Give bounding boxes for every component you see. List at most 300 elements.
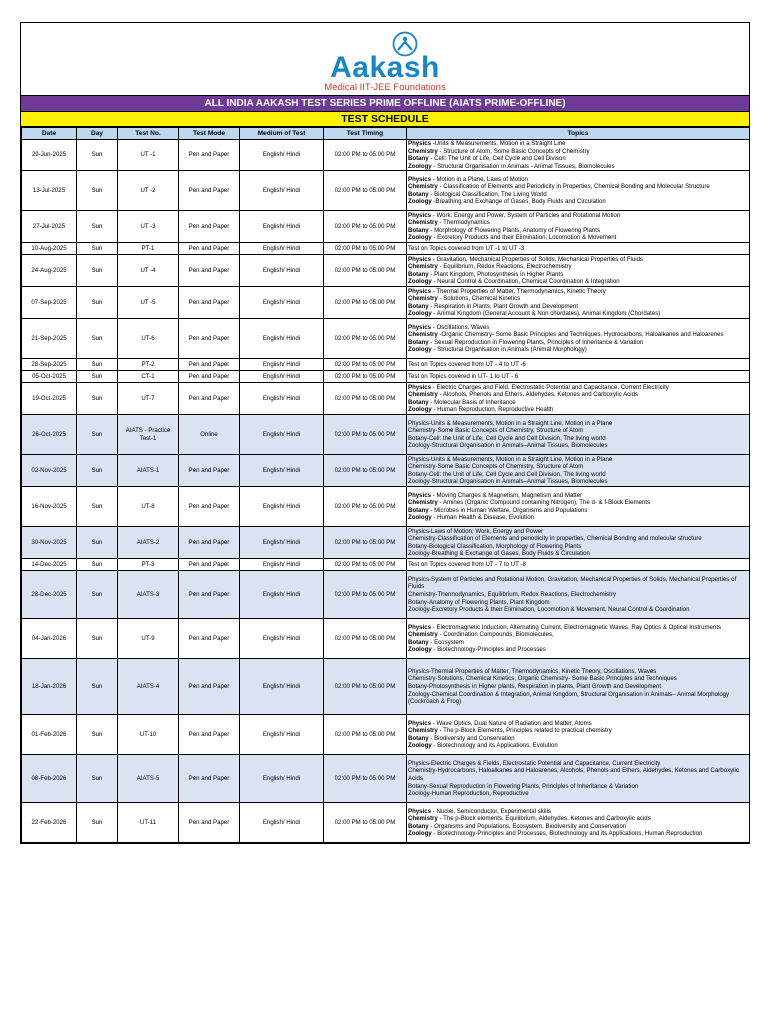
topic-line [408, 148, 748, 156]
topic-line [408, 790, 748, 798]
cell-medium: English/ Hindi [240, 415, 324, 455]
topic-subject: Zoology [408, 278, 432, 286]
topic-text: Botany-Anatomy of Flowering Plants, Plant Kingdom [408, 598, 550, 606]
cell-test-no: PT-3 [118, 559, 179, 571]
cell-timing: 02:00 PM to 05:00 PM [324, 619, 407, 659]
topic-subject: Zoology [408, 198, 432, 206]
cell-date: 16-Nov-2025 [22, 487, 77, 527]
topic-subject: Chemistry [408, 391, 438, 399]
topic-text: Botany-Photosynthesis in Higher plants, Respiration in plants, Plant Growth and Development [408, 683, 662, 691]
topic-text: - Biotechnology-Principles and Processes, Biotechnology and its Applications, Human Reproduction [431, 830, 703, 838]
topic-text: - Biotechnology-Principles and Processes [431, 646, 546, 654]
cell-test-mode: Pen and Paper [179, 211, 240, 243]
topic-text: Zoology-Structural Organisation in Animals–Animal Tissues, Biomolecules [408, 478, 608, 486]
cell-day: Sun [77, 455, 118, 487]
topic-text: Chemistry-Classification of Elements and periodicity in properties, Chemical Bonding and molecular structure [408, 535, 702, 543]
topic-line [408, 808, 748, 816]
cell-test-mode: Pen and Paper [179, 287, 240, 319]
cell-timing: 02:00 PM to 05:00 PM [324, 559, 407, 571]
topic-line [408, 391, 748, 399]
topic-line [408, 528, 748, 536]
cell-date: 13-Jul-2025 [22, 171, 77, 211]
cell-test-no: UT-8 [118, 487, 179, 527]
cell-test-no: PT-1 [118, 243, 179, 255]
cell-topics [407, 715, 750, 755]
topic-subject: Chemistry [408, 219, 438, 227]
topic-line [408, 631, 748, 639]
cell-day: Sun [77, 171, 118, 211]
cell-date: 28-Sep-2025 [22, 359, 77, 371]
series-banner: ALL INDIA AAKASH TEST SERIES PRIME OFFLINE (AIATS PRIME-OFFLINE) [21, 96, 749, 112]
topic-line [408, 591, 748, 599]
cell-day: Sun [77, 243, 118, 255]
cell-medium: English/ Hindi [240, 571, 324, 619]
topic-line [408, 256, 748, 264]
topic-text: - Cell: The Unit of Life, Cell Cycle and Cell Divison [428, 155, 566, 163]
topic-text: Physics-System of Particles and Rotational Motion, Gravitation, Mechanical Properties of Solids, Mechanical Properties of Fluids [408, 575, 737, 591]
cell-test-no: UT-11 [118, 803, 179, 843]
topic-text: - Electric Charges and Field, Electrostatic Potential and Capacitance, Current Electricity [431, 383, 669, 391]
cell-medium: English/ Hindi [240, 211, 324, 243]
cell-topics [407, 140, 750, 171]
topic-line [408, 561, 748, 569]
topic-line [408, 346, 748, 354]
topic-line [408, 507, 748, 515]
topic-subject: Botany [408, 506, 429, 514]
topic-subject: Physics [408, 140, 432, 147]
topic-line [408, 478, 748, 486]
cell-test-mode: Pen and Paper [179, 140, 240, 171]
cell-topics [407, 559, 750, 571]
cell-date: 21-Sep-2025 [22, 319, 77, 359]
cell-test-no: UT-9 [118, 619, 179, 659]
cell-topics [407, 319, 750, 359]
cell-topics [407, 487, 750, 527]
topic-line [408, 140, 748, 148]
topic-text: Chemistry-Hydrocarbons, Haloalkanes and Haloarenes, Alcohols, Phenols and Ethers, Aldehydes, Ketones and Carboxylic Acids [408, 767, 739, 783]
cell-test-mode: Pen and Paper [179, 371, 240, 383]
cell-test-no: AIATS-3 [118, 571, 179, 619]
table-row [22, 571, 750, 619]
table-row [22, 140, 750, 171]
topic-line [408, 263, 748, 271]
cell-test-no: AIATS-2 [118, 527, 179, 559]
topic-subject: Chemistry [408, 263, 438, 271]
cell-date: 05-Oct-2025 [22, 371, 77, 383]
topic-text: - Human Health & Disease, Evolution [431, 514, 534, 522]
topic-subject: Botany [408, 270, 429, 278]
table-row [22, 171, 750, 211]
cell-day: Sun [77, 371, 118, 383]
cell-medium: English/ Hindi [240, 383, 324, 415]
cell-timing: 02:00 PM to 05:00 PM [324, 571, 407, 619]
cell-test-mode: Pen and Paper [179, 487, 240, 527]
topic-text: Physics-Units & Measurements, Motion in a Straight Line, Motion in a Plane [408, 455, 613, 463]
topic-text: - Motion in a Plane, Laws of Motion [431, 175, 528, 183]
cell-topics [407, 383, 750, 415]
cell-day: Sun [77, 211, 118, 243]
topic-text: - Biotechnology and its Applications, Evolution [431, 742, 558, 750]
cell-day: Sun [77, 755, 118, 803]
topic-subject: Chemistry [408, 631, 438, 639]
topic-text: -Organic Chemistry- Some Basic Principles and Techniques, Hydrocarbons, Haloalkanes and Haloarenes [437, 331, 724, 339]
schedule-sheet [20, 22, 750, 844]
topic-line [408, 735, 748, 743]
topic-text: Chemistry-Solutions, Chemical Kinetics, Organic Chemistry- Some Basic Principles and Techniques [408, 675, 677, 683]
cell-topics [407, 527, 750, 559]
topic-line [408, 295, 748, 303]
cell-test-mode: Online [179, 415, 240, 455]
cell-test-no: UT -1 [118, 140, 179, 171]
cell-medium: English/ Hindi [240, 359, 324, 371]
brand-tagline: Medical IIT-JEE Foundations [324, 82, 446, 93]
cell-medium: English/ Hindi [240, 371, 324, 383]
topic-subject: Physics [408, 287, 432, 295]
topic-subject: Botany [408, 398, 429, 406]
topic-text: - Ecosystem [428, 638, 464, 646]
table-row [22, 359, 750, 371]
topic-text: - Morphology of Flowering Plants, Anatomy of Flowering Plants [428, 226, 601, 234]
topic-line [408, 550, 748, 558]
topic-text: Botany-Cell: the Unit of Life, Cell Cycle and Cell Division, The living world [408, 470, 606, 478]
topic-line [408, 219, 748, 227]
cell-topics [407, 619, 750, 659]
cell-timing: 02:00 PM to 05:00 PM [324, 715, 407, 755]
topic-subject: Chemistry [408, 499, 438, 507]
topic-text: - Thermodynamics [437, 219, 490, 227]
topic-line [408, 420, 748, 428]
topic-text: Botany-Sexual Reproduction in Flowering Plants, Principles of Inheritance & Variation [408, 782, 639, 790]
topic-text: - Human Reproduction, Reproductive Health [431, 406, 554, 414]
table-row [22, 487, 750, 527]
col-header-day: Day [77, 128, 118, 140]
cell-day: Sun [77, 659, 118, 715]
topic-subject: Botany [408, 226, 429, 234]
cell-test-mode: Pen and Paper [179, 455, 240, 487]
topic-line [408, 492, 748, 500]
topic-text: Zoology-Structural Organisation in Animals–Animal Tissues, Biomolecules [408, 442, 608, 450]
topic-text: - Nuclei, Semiconductor, Experimental skills [431, 807, 551, 815]
topic-text: Chemistry-Some Basic Concepts of Chemistry, Structure of Atom [408, 427, 584, 435]
cell-test-mode: Pen and Paper [179, 255, 240, 287]
topic-line [408, 361, 748, 369]
cell-test-mode: Pen and Paper [179, 243, 240, 255]
topic-text: Test on Topics covered from UT -1 to UT -3 [408, 245, 525, 253]
table-row [22, 715, 750, 755]
topic-line [408, 288, 748, 296]
topic-line [408, 373, 748, 381]
topic-text: Physics-Thermal Properties of Matter, Thermodynamics, Kinetic Theory, Oscillations, Waves [408, 667, 657, 675]
table-row [22, 415, 750, 455]
topic-line [408, 823, 748, 831]
cell-date: 02-Nov-2025 [22, 455, 77, 487]
topic-text: - Structural Organisation in Animals (Animal Morphology) [431, 346, 587, 354]
table-row [22, 527, 750, 559]
cell-test-mode: Pen and Paper [179, 559, 240, 571]
topic-line [408, 176, 748, 184]
topic-subject: Zoology [408, 646, 432, 654]
topic-line [408, 543, 748, 551]
cell-topics [407, 755, 750, 803]
topic-line [408, 499, 748, 507]
table-row [22, 243, 750, 255]
cell-medium: English/ Hindi [240, 619, 324, 659]
cell-timing: 02:00 PM to 05:00 PM [324, 383, 407, 415]
cell-day: Sun [77, 619, 118, 659]
cell-test-no: UT -3 [118, 211, 179, 243]
topic-text: Botany-Cell: the Unit of Life, Cell Cycle and Cell Division, The living world [408, 434, 606, 442]
topic-text: - The p-Block elements, Equilibrium, Aldehydes, Ketones and Carboxylic acids [437, 815, 651, 823]
topic-line [408, 198, 748, 206]
topic-line [408, 191, 748, 199]
cell-test-mode: Pen and Paper [179, 571, 240, 619]
cell-day: Sun [77, 415, 118, 455]
cell-date: 26-Oct-2025 [22, 415, 77, 455]
cell-timing: 02:00 PM to 05:00 PM [324, 359, 407, 371]
cell-date: 30-Nov-2025 [22, 527, 77, 559]
topic-line [408, 331, 748, 339]
topic-line [408, 675, 748, 683]
topic-text: Test on Topics covered from UT - 7 to UT -8 [408, 561, 526, 569]
cell-topics [407, 415, 750, 455]
cell-topics [407, 371, 750, 383]
topic-text: - Biological Classification, The Living World [428, 190, 547, 198]
topic-text: Zoology-Human Reproduction, Reproductive [408, 790, 529, 798]
cell-test-mode: Pen and Paper [179, 619, 240, 659]
cell-test-no: AIATS - Practice Test-1 [118, 415, 179, 455]
cell-day: Sun [77, 287, 118, 319]
cell-test-mode: Pen and Paper [179, 383, 240, 415]
topic-line [408, 720, 748, 728]
topic-text: Chemistry-Some Basic Concepts of Chemistry, Structure of Atom [408, 463, 584, 471]
topic-line [408, 535, 748, 543]
topic-subject: Zoology [408, 310, 432, 318]
topic-line [408, 742, 748, 750]
topic-line [408, 471, 748, 479]
topic-subject: Physics [408, 255, 432, 263]
topic-subject: Physics [408, 175, 432, 183]
topic-text: Physics-Electric Charges & Fields, Electrostatic Potential and Capacitance, Current Electricity [408, 759, 661, 767]
topic-subject: Physics [408, 807, 432, 815]
cell-topics [407, 571, 750, 619]
cell-timing: 02:00 PM to 05:00 PM [324, 415, 407, 455]
cell-topics [407, 211, 750, 243]
topic-line [408, 163, 748, 171]
col-header-date: Date [22, 128, 77, 140]
topic-text: - Excretory Products and their Elimination, Locomotion & Movement [431, 234, 617, 242]
topic-subject: Chemistry [408, 183, 438, 191]
cell-date: 19-Oct-2025 [22, 383, 77, 415]
cell-date: 01-Feb-2026 [22, 715, 77, 755]
cell-test-no: AIATS-1 [118, 455, 179, 487]
cell-medium: English/ Hindi [240, 755, 324, 803]
topic-text: - Oscillations, Waves [431, 323, 490, 331]
cell-test-no: UT -4 [118, 255, 179, 287]
cell-test-mode: Pen and Paper [179, 659, 240, 715]
topic-subject: Zoology [408, 742, 432, 750]
table-row [22, 659, 750, 715]
topic-text: Zoology-Chemical Coordination & Integration, Animal Kingdom, Structural Organisation in Animals– Animal Morphology (Cockroach & Frog) [408, 690, 730, 706]
cell-test-mode: Pen and Paper [179, 171, 240, 211]
topic-subject: Zoology [408, 830, 432, 838]
table-body [22, 140, 750, 843]
cell-date: 22-Feb-2026 [22, 803, 77, 843]
topic-line [408, 683, 748, 691]
table-row [22, 455, 750, 487]
topic-line [408, 234, 748, 242]
cell-timing: 02:00 PM to 05:00 PM [324, 211, 407, 243]
table-row [22, 559, 750, 571]
cell-date: 04-Jan-2026 [22, 619, 77, 659]
cell-timing: 02:00 PM to 05:00 PM [324, 455, 407, 487]
cell-day: Sun [77, 803, 118, 843]
cell-timing: 02:00 PM to 05:00 PM [324, 755, 407, 803]
col-header-test-mode: Test Mode [179, 128, 240, 140]
topic-line [408, 463, 748, 471]
cell-test-no: UT -2 [118, 171, 179, 211]
topic-text: -Breathing and Exchange of Gases, Body Fluids and Circulation [431, 198, 606, 206]
cell-date: 27-Jul-2025 [22, 211, 77, 243]
topic-text: - Gravitation, Mechanical Properties of Solids, Mechanical Properties of Fluids [431, 255, 644, 263]
topic-text: - Classification of Elements and Periodicity in Properties, Chemical Bonding and Molecular Structure [437, 183, 710, 191]
col-header-test-no: Test No. [118, 128, 179, 140]
cell-medium: English/ Hindi [240, 803, 324, 843]
cell-test-mode: Pen and Paper [179, 359, 240, 371]
cell-date: 14-Dec-2025 [22, 559, 77, 571]
topic-line [408, 691, 748, 706]
topic-line [408, 815, 748, 823]
logo-area [21, 23, 749, 96]
topic-text: Zoology-Breathing & Exchange of Gases, Body Fluids & Circulation [408, 550, 590, 558]
topic-line [408, 183, 748, 191]
topic-text: - Microbes in Human Welfare, Organisms and Populations [428, 506, 588, 514]
topic-text: - Alcohols, Phenols and Ethers, Aldehydes, Ketones and Carboxylic Acids [437, 391, 639, 399]
cell-timing: 02:00 PM to 05:00 PM [324, 659, 407, 715]
cell-topics [407, 255, 750, 287]
topic-line [408, 606, 748, 614]
topic-text: - Animal Kingdom (General Account & Non chordates), Animal Kingdom (Chordates) [431, 310, 661, 318]
cell-medium: English/ Hindi [240, 455, 324, 487]
topic-line [408, 339, 748, 347]
schedule-title: TEST SCHEDULE [21, 112, 749, 127]
cell-topics [407, 287, 750, 319]
topic-line [408, 646, 748, 654]
topic-line [408, 442, 748, 450]
cell-topics [407, 803, 750, 843]
topic-line [408, 212, 748, 220]
topic-line [408, 599, 748, 607]
cell-medium: English/ Hindi [240, 559, 324, 571]
topic-text: - Molecular Basis of Inheritance [428, 398, 516, 406]
cell-timing: 02:00 PM to 05:00 PM [324, 287, 407, 319]
topic-subject: Zoology [408, 346, 432, 354]
topic-text: Test on Topics covered in UT- 1 to UT - 6 [408, 373, 519, 381]
topic-text: - Structure of Atom, Some Basic Concepts of Chemistry [437, 147, 590, 155]
cell-timing: 02:00 PM to 05:00 PM [324, 527, 407, 559]
topic-text: - Structural Organisation in Animals - Animal Tissues, Biomolecules [431, 162, 615, 170]
cell-test-mode: Pen and Paper [179, 319, 240, 359]
cell-test-no: AIATS-4 [118, 659, 179, 715]
topic-line [408, 271, 748, 279]
cell-timing: 02:00 PM to 05:00 PM [324, 255, 407, 287]
topic-text: - Plant Kingdom, Photosynthesis in Higher Plants [428, 270, 564, 278]
topic-text: Physics-Units & Measurements, Motion in a Straight Line, Motion in a Plane [408, 419, 613, 427]
topic-line [408, 668, 748, 676]
topic-line [408, 324, 748, 332]
table-row [22, 619, 750, 659]
topic-line [408, 624, 748, 632]
topic-text: -Units & Measurements, Motion in a Straight Line [431, 140, 566, 147]
cell-day: Sun [77, 383, 118, 415]
cell-topics [407, 359, 750, 371]
cell-date: 29-Jun-2025 [22, 140, 77, 171]
topic-line [408, 227, 748, 235]
topic-line [408, 310, 748, 318]
cell-date: 07-Sep-2025 [22, 287, 77, 319]
topic-text: - Amines (Organic Compound containing Nitrogen), The d- & f-Block Elements [437, 499, 651, 507]
topic-subject: Botany [408, 734, 429, 742]
cell-medium: English/ Hindi [240, 255, 324, 287]
cell-day: Sun [77, 140, 118, 171]
cell-date: 10-Aug-2025 [22, 243, 77, 255]
topic-line [408, 155, 748, 163]
cell-day: Sun [77, 715, 118, 755]
topic-line [408, 435, 748, 443]
topic-text: - Solutions, Chemical Kinetics [437, 295, 521, 303]
topic-text: - Work, Energy and Power, System of Particles and Rotational Motion [431, 211, 621, 219]
cell-date: 24-Aug-2025 [22, 255, 77, 287]
cell-day: Sun [77, 255, 118, 287]
cell-topics [407, 455, 750, 487]
topic-subject: Zoology [408, 406, 432, 414]
cell-timing: 02:00 PM to 05:00 PM [324, 171, 407, 211]
topic-text: - Respiration in Plants, Plant Growth and Development [428, 302, 579, 310]
col-header-topics: Topics [407, 128, 750, 140]
table-header-row [22, 128, 750, 140]
topic-subject: Physics [408, 719, 432, 727]
topic-subject: Chemistry [408, 727, 438, 735]
topic-subject: Botany [408, 338, 429, 346]
cell-timing: 02:00 PM to 05:00 PM [324, 803, 407, 843]
cell-test-mode: Pen and Paper [179, 803, 240, 843]
topic-line [408, 278, 748, 286]
topic-text: - Sexual Reproduction in Flowering Plants, Principles of Inheritance & Variation [428, 338, 644, 346]
table-row [22, 319, 750, 359]
topic-subject: Zoology [408, 514, 432, 522]
cell-timing: 02:00 PM to 05:00 PM [324, 487, 407, 527]
cell-day: Sun [77, 359, 118, 371]
topic-subject: Physics [408, 323, 432, 331]
topic-line [408, 576, 748, 591]
topic-subject: Physics [408, 491, 432, 499]
topic-text: - Neural Control & Coordination, Chemical Coordination & Integration [431, 278, 620, 286]
topic-line [408, 639, 748, 647]
topic-line [408, 245, 748, 253]
cell-test-no: CT-1 [118, 371, 179, 383]
cell-test-mode: Pen and Paper [179, 755, 240, 803]
topic-subject: Botany [408, 155, 429, 163]
topic-subject: Botany [408, 822, 429, 830]
cell-day: Sun [77, 559, 118, 571]
cell-timing: 02:00 PM to 05:00 PM [324, 371, 407, 383]
table-row [22, 211, 750, 243]
cell-timing: 02:00 PM to 05:00 PM [324, 140, 407, 171]
topic-text: Test on Topics covered from UT - 4 to UT -6 [408, 361, 526, 369]
table-row [22, 287, 750, 319]
topic-line [408, 399, 748, 407]
cell-medium: English/ Hindi [240, 527, 324, 559]
topic-text: - The p-Block Elements, Principles related to practical chemistry [437, 727, 612, 735]
